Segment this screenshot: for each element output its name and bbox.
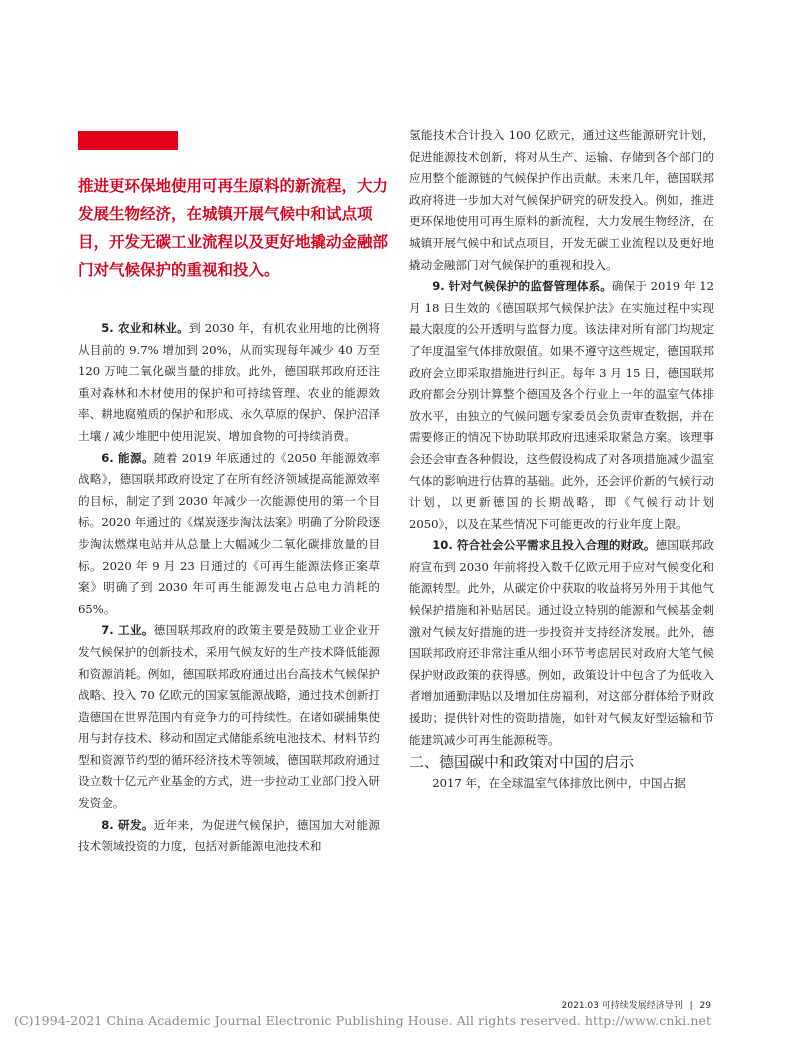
page-number: 29 bbox=[699, 1001, 711, 1011]
right-column bbox=[409, 125, 714, 795]
paragraph-continuation: 氢能技术合计投入 100 亿欧元，通过这些能源研究计划，促进能源技术创新，将对从生产、运输、存储到各个部门的应用整个能源链的气候保护作出贡献。未来几年，德国联邦政府将进一步加大对气候保护研究的研发投入。例如，推进更环保地使用可再生原料的新流程，大力发展生物经济，在城镇开展气候中和试点项目，开发无碳工业流程以及更好地撬动金融部门对气候保护的重视和投入。 bbox=[409, 128, 714, 272]
paragraph-heading: 7. 工业。 bbox=[101, 623, 154, 638]
footer-separator: | bbox=[689, 1001, 693, 1011]
paragraph-text: 近年来，为促进气候保护，德国加大对能源技术领域投资的力度，包括对新能源电池技术和 bbox=[78, 817, 380, 854]
paragraph-heading: 8. 研发。 bbox=[101, 817, 154, 832]
left-column bbox=[78, 318, 380, 858]
paragraph-agriculture bbox=[78, 318, 380, 448]
paragraph-industry bbox=[78, 620, 380, 814]
paragraph-finance bbox=[409, 535, 714, 751]
paragraph-research bbox=[78, 815, 380, 858]
issue-label: 2021.03 bbox=[561, 1001, 599, 1011]
paragraph-section-start: 2017 年，在全球温室气体排放比例中，中国占据 bbox=[432, 776, 686, 791]
paragraph-supervision bbox=[409, 276, 714, 535]
paragraph-heading: 6. 能源。 bbox=[101, 450, 154, 465]
paragraph-text: 确保于 2019 年 12 月 18 日生效的《德国联邦气候保护法》在实施过程中实现最大限度的公开透明与监督力度。该法律对所有部门均规定了年度温室气体排放限值。如果不遵守这些规定，德国联邦政府会立即采取措施进行纠正。每年 3 月 15 日，德国联邦政府都会分别计算整个德国及各个行业上一年的温室气体排放水平，由独立的气候问题专家委员会负责审查数据，并在需要修正的情况下协助联邦政府迅速采取紧急方案。该理事会还会审查各种假设，这些假设构成了对各项措施减少温室气体的影响进行估算的基础。此外，还会评价新的气候行动计划，以更新德国的长期战略，即《气候行动计划 2050》，以及在某些情况下可能更改的行业年度上限。 bbox=[409, 279, 714, 531]
paragraph-heading: 10. 符合社会公平需求且投入合理的财政。 bbox=[432, 538, 656, 553]
paragraph-heading: 5. 农业和林业。 bbox=[101, 321, 189, 335]
journal-name: 可持续发展经济导刊 bbox=[601, 1001, 683, 1011]
paragraph-text: 到 2030 年，有机农业用地的比例将从目前的 9.7% 增加到 20%，从而实现每年减少 40 万至 120 万吨二氧化碳当量的排放。此外，德国联邦政府还注重对森林和木材使用的保护和可持续管理、农业的能源效率、耕地腐殖质的保护和形成、永久草原的保护、保护沼泽土壤 / 减少堆肥中使用泥炭、增加食物的可持续消费。 bbox=[78, 321, 380, 443]
paragraph-text: 德国联邦政府的政策主要是鼓励工业企业开发气候保护的创新技术，采用气候友好的生产技术降低能源和资源消耗。例如，德国联邦政府通过出台高技术气候保护战略、投入 70 亿欧元的国家氢能源战略，通过技术创新打造德国在世界范围内有竞争力的可持续性。在诸如碳捕集使用与封存技术、移动和固定式储能系统电池技术、材料节约型和资源节约型的循环经济技术等领域，德国联邦政府通过设立数十亿元产业基金的方式，进一步拉动工业部门投入研发资金。 bbox=[78, 623, 380, 811]
section-marker-bar bbox=[78, 131, 178, 150]
pull-quote: 推进更环保地使用可再生原料的新流程，大力发展生物经济，在城镇开展气候中和试点项目，开发无碳工业流程以及更好地撬动金融部门对气候保护的重视和投入。 bbox=[78, 177, 389, 279]
page-footer bbox=[562, 998, 711, 1011]
section-title: 二、德国碳中和政策对中国的启示 bbox=[409, 753, 635, 772]
copyright-notice: (C)1994-2021 China Academic Journal Electronic Publishing House. All rights reserved. http://www.cnki.net bbox=[14, 1013, 712, 1028]
paragraph-text: 德国联邦政府宣布到 2030 年前将投入数千亿欧元用于应对气候变化和能源转型。此外，从碳定价中获取的收益将另外用于其他气候保护措施和补贴居民。通过设立特别的能源和气候基金刺激对气候友好措施的进一步投资并支持经济发展。此外，德国联邦政府还非常注重从细小环节考虑居民对政府大笔气候保护财政政策的获得感。例如，政策设计中包含了为低收入者增加通勤津贴以及增加住房福利，对这部分群体给予财政援助；提供针对性的资助措施，如针对气候友好型运输和节能建筑减少可再生能源税等。 bbox=[409, 538, 714, 747]
paragraph-energy bbox=[78, 448, 380, 621]
paragraph-text: 随着 2019 年底通过的《2050 年能源效率战略》，德国联邦政府设定了在所有经济领域提高能源效率的目标，制定了到 2030 年减少一次能源使用的第一个目标。2020 年通过的《煤炭逐步淘汰法案》明确了分阶段逐步淘汰燃煤电站并从总量上大幅减少二氧化碳排放量的目标。2020 年 9 月 23 日通过的《可再生能源法修正案草案》明确了到 2030 年可再生能源发电占总电力消耗的 65%。 bbox=[78, 450, 380, 616]
paragraph-heading: 9. 针对气候保护的监督管理体系。 bbox=[432, 279, 612, 294]
